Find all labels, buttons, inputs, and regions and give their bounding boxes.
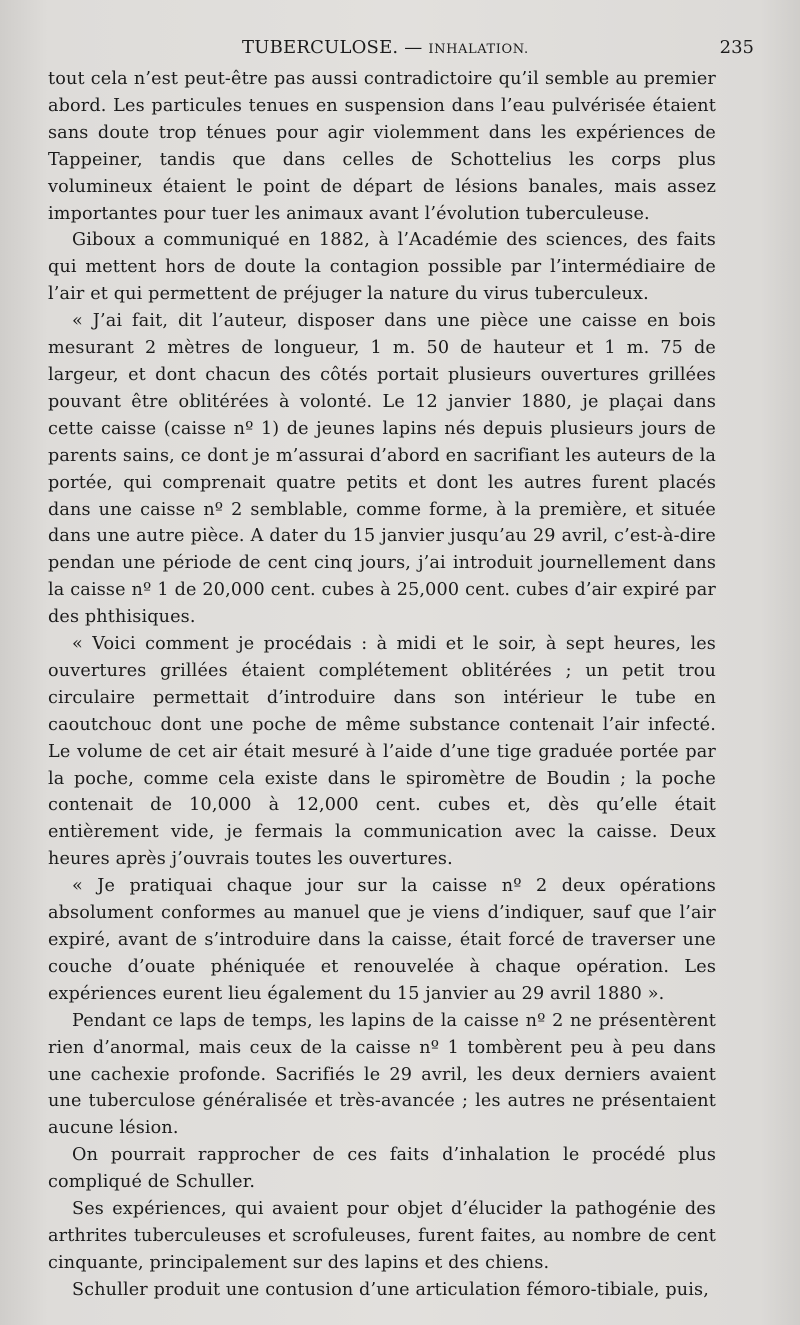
paragraph-4: « Voici comment je procédais : à midi et le soir, à sept heures, les ouvertures grillées étaient complétement oblitérées ; un petit trou circulaire permettait d’introduire dans son intérieur le tube en caoutchouc dont une poche de même substance contenait l’air infecté. Le volume de cet air était mesuré à l’aide d’une tige graduée portée par la poche, comme cela existe dans le spiromètre de Boudin ; la poche contenait de 10,000 à 12,000 cent. cubes et, dès qu’elle était entièrement vide, je fermais la communication avec la caisse. Deux heures après j’ouvrais toutes les ouvertures. xyxy=(48,634,716,870)
body-text xyxy=(48,66,716,1304)
running-title xyxy=(242,36,529,62)
paragraph-7: On pourrait rapprocher de ces faits d’inhalation le procédé plus compliqué de Schuller. xyxy=(48,1145,716,1193)
paragraph-2: Giboux a communiqué en 1882, à l’Académie des sciences, des faits qui mettent hors de doute la contagion possible par l’intermédiaire de l’air et qui permettent de préjuger la nature du virus tuberculeux. xyxy=(48,230,716,305)
paragraph-6: Pendant ce laps de temps, les lapins de la caisse nº 2 ne présentèrent rien d’anormal, mais ceux de la caisse nº 1 tombèrent peu à peu dans une cachexie profonde. Sacrifiés le 29 avril, les deux derniers avaient une tuberculose généralisée et très-avancée ; les autres ne présentaient aucune lésion. xyxy=(48,1010,716,1139)
paragraph-3: « J’ai fait, dit l’auteur, disposer dans une pièce une caisse en bois mesurant 2 mètres de longueur, 1 m. 50 de hauteur et 1 m. 75 de largeur, et dont chacun des côtés portait plusieurs ouvertures grillées pouvant être oblitérées à volonté. Le 12 janvier 1880, je plaçai dans cette caisse (caisse nº 1) de jeunes lapins nés depuis plusieurs jours de parents sains, ce dont je m’assurai d’abord en sacrifiant les auteurs de la portée, qui comprenait quatre petits et dont les autres furent placés dans une caisse nº 2 semblable, comme forme, à la première, et située dans une autre pièce. A dater du 15 janvier jusqu’au 29 avril, c’est-à-dire pendan une période de cent cinq jours, j’ai introduit journellement dans la caisse nº 1 de 20,000 cent. cubes à 25,000 cent. cubes d’air expiré par des phthisiques. xyxy=(48,311,716,628)
running-title-main: TUBERCULOSE. — xyxy=(242,37,423,58)
running-head xyxy=(48,36,754,60)
paragraph-8: Ses expériences, qui avaient pour objet d’élucider la pathogénie des arthrites tuberculeuses et scrofuleuses, furent faites, au nombre de cent cinquante, principalement sur des lapins et des chiens. xyxy=(48,1199,716,1273)
paragraph-9: Schuller produit une contusion d’une articulation fémoro-tibiale, puis, xyxy=(72,1279,709,1300)
page-number: 235 xyxy=(719,37,754,58)
paragraph-5: « Je pratiquai chaque jour sur la caisse nº 2 deux opérations absolument conformes au manuel que je viens d’indiquer, sauf que l’air expiré, avant de s’introduire dans la caisse, était forcé de traverser une couche d’ouate phéniquée et renouvelée à chaque opération. Les expériences eurent lieu également du 15 janvier au 29 avril 1880 ». xyxy=(48,876,716,1004)
running-title-subtitle: INHALATION. xyxy=(428,42,529,57)
paragraph-1: tout cela n’est peut-être pas aussi contradictoire qu’il semble au premier abord. Les particules tenues en suspension dans l’eau pulvérisée étaient sans doute trop ténues pour agir violemment dans les expériences de Tappeiner, tandis que dans celles de Schottelius les corps plus volumineux étaient le point de départ de lésions banales, mais assez importantes pour tuer les animaux avant l’évolution tuberculeuse. xyxy=(48,69,716,224)
